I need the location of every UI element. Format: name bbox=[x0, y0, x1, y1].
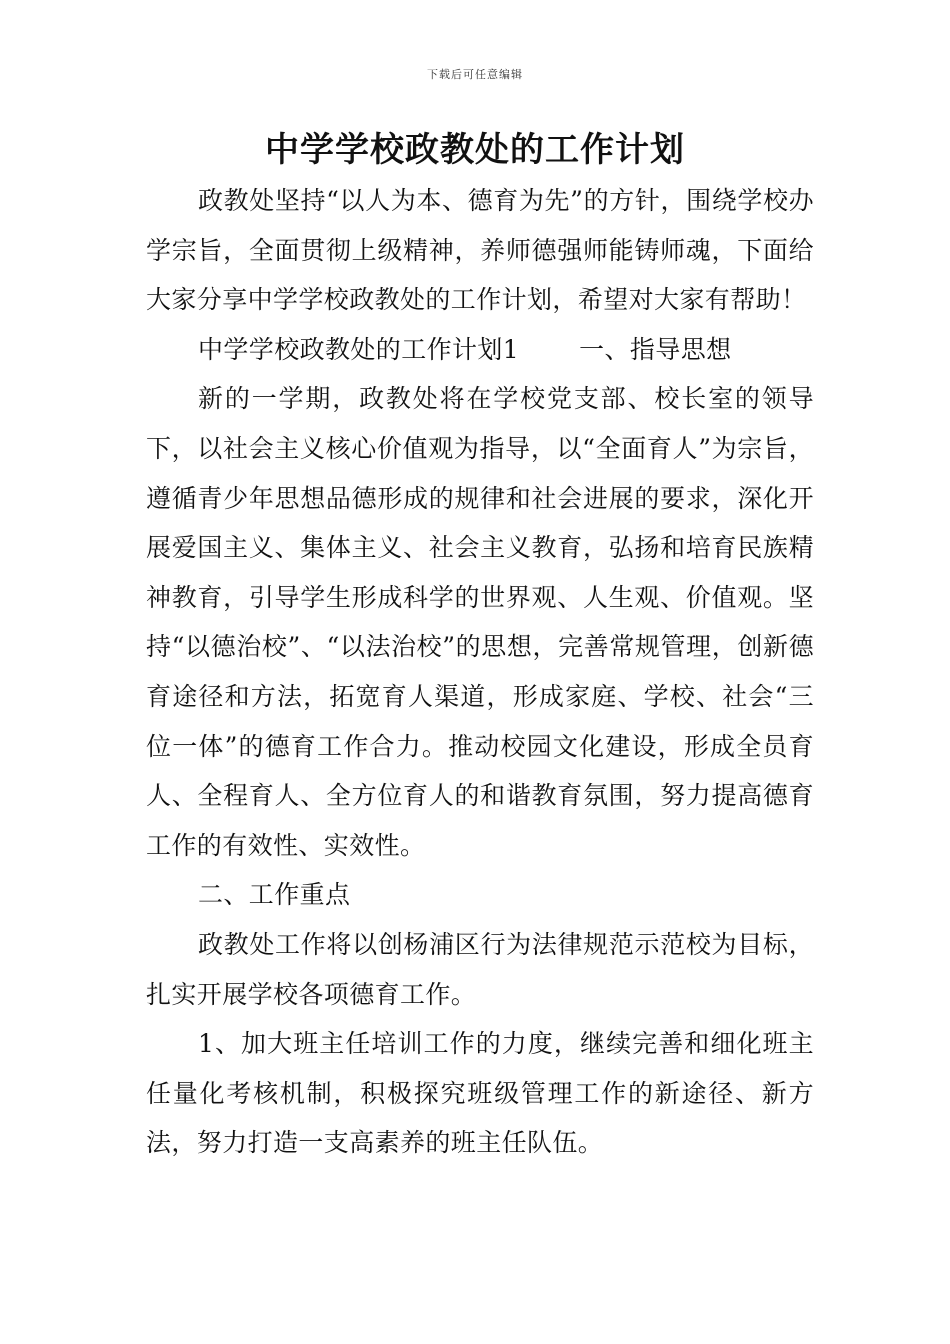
document-title: 中学学校政教处的工作计划 bbox=[265, 130, 685, 170]
focus-paragraph: 政教处工作将以创杨浦区行为法律规范示范校为目标，扎实开展学校各项德育工作。 bbox=[146, 929, 814, 1009]
section-heading-guiding: 一、指导思想 bbox=[579, 334, 732, 364]
guiding-paragraph: 新的一学期，政教处将在学校党支部、校长室的领导下，以社会主义核心价值观为指导，以“全面育人”为宗旨，遵循青少年思想品德形成的规律和社会进展的要求，深化开展爱国主义、集体主义、社会主义教育，弘扬和培育民族精神教育，引导学生形成科学的世界观、人生观、价值观。坚持“以德治校”、“以法治校”的思想，完善常规管理，创新德育途径和方法，拓宽育人渠道，形成家庭、学校、社会“三位一体”的德育工作合力。推动校园文化建设，形成全员育人、全程育人、全方位育人的和谐教育氛围，努力提高德育工作的有效性、实效性。 bbox=[146, 384, 814, 860]
section-title: 中学学校政教处的工作计划1 bbox=[198, 334, 520, 364]
item-1-paragraph: 1、加大班主任培训工作的力度，继续完善和细化班主任量化考核机制，积极探究班级管理工作的新途径、新方法，努力打造一支高素养的班主任队伍。 bbox=[146, 1029, 814, 1158]
intro-paragraph: 政教处坚持“以人为本、德育为先”的方针，围绕学校办学宗旨，全面贯彻上级精神，养师德强师能铸师魂，下面给大家分享中学学校政教处的工作计划，希望对大家有帮助！ bbox=[146, 186, 814, 315]
document-body bbox=[146, 176, 814, 1168]
header-note: 下载后可任意编辑 bbox=[427, 68, 523, 81]
section-title-line bbox=[146, 325, 814, 375]
section-heading-focus: 二、工作重点 bbox=[198, 880, 351, 910]
